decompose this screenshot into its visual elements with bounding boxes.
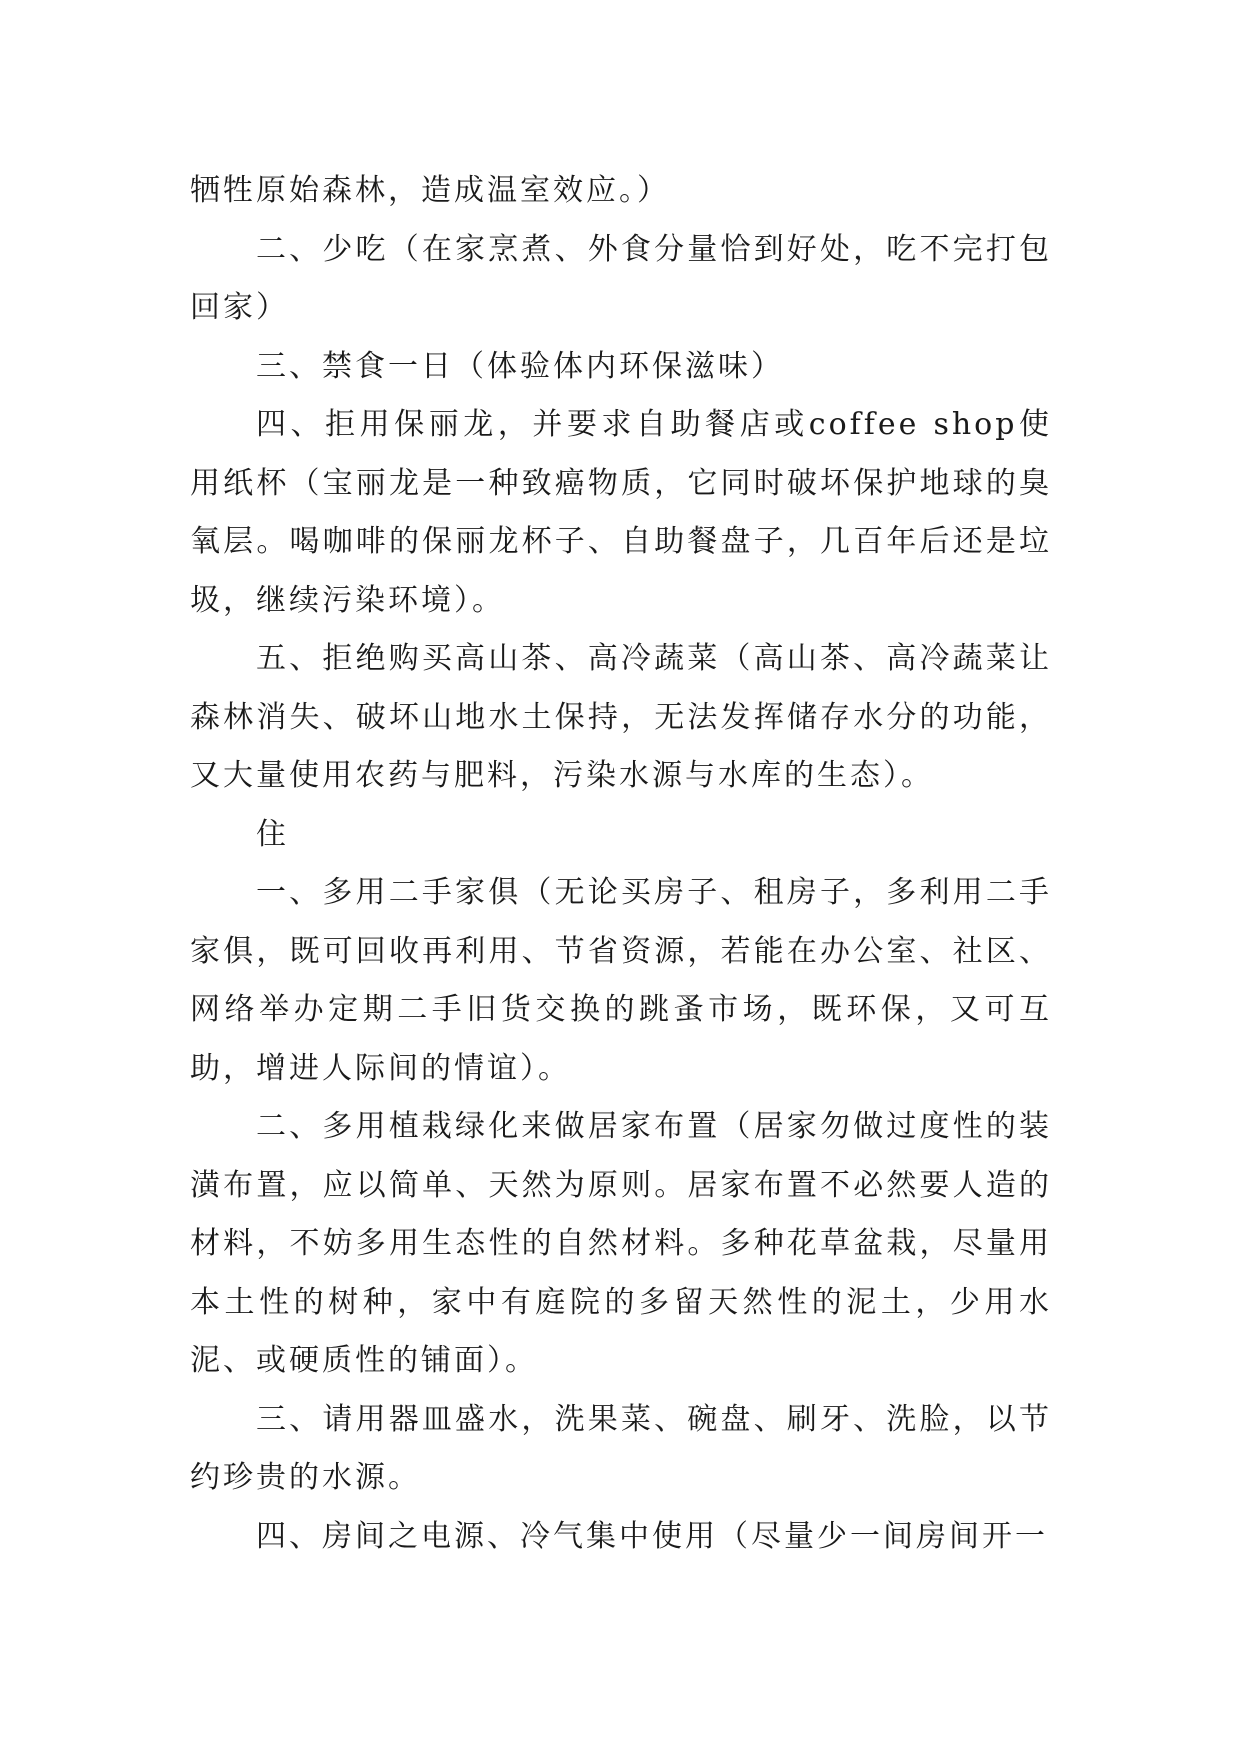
paragraph: 一、多用二手家俱（无论买房子、租房子，多利用二手家俱，既可回收再利用、节省资源，若能在办公室、社区、网络举办定期二手旧货交换的跳蚤市场，既环保，又可互助，增进人际间的情谊）。 [190, 875, 1052, 1086]
paragraph: 三、禁食一日（体验体内环保滋味） [256, 348, 784, 384]
paragraph: 二、少吃（在家烹煮、外食分量恰到好处，吃不完打包回家） [190, 231, 1052, 325]
paragraph: 牺牲原始森林，造成温室效应。） [190, 173, 670, 208]
paragraph: 三、请用器皿盛水，洗果菜、碗盘、刷牙、洗脸，以节约珍贵的水源。 [190, 1401, 1052, 1495]
paragraph: 二、多用植栽绿化来做居家布置（居家勿做过度性的装潢布置，应以简单、天然为原则。居家布置不必然要人造的材料，不妨多用生态性的自然材料。多种花草盆栽，尽量用本土性的树种，家中有庭院的多留天然性的泥土，少用水泥、或硬质性的铺面）。 [190, 1109, 1052, 1378]
document-body [190, 162, 1052, 1566]
paragraph: 四、拒用保丽龙，并要求自助餐店或coffee shop使用纸杯（宝丽龙是一种致癌物质，它同时破坏保护地球的臭氧层。喝咖啡的保丽龙杯子、自助餐盘子，几百年后还是垃圾，继续污染环境）。 [190, 407, 1052, 618]
paragraph: 五、拒绝购买高山茶、高冷蔬菜（高山茶、高冷蔬菜让森林消失、破坏山地水土保持，无法发挥储存水分的功能，又大量使用农药与肥料，污染水源与水库的生态）。 [190, 641, 1052, 793]
paragraph: 四、房间之电源、冷气集中使用（尽量少一间房间开一 [256, 1518, 1048, 1554]
section-heading: 住 [256, 816, 289, 852]
